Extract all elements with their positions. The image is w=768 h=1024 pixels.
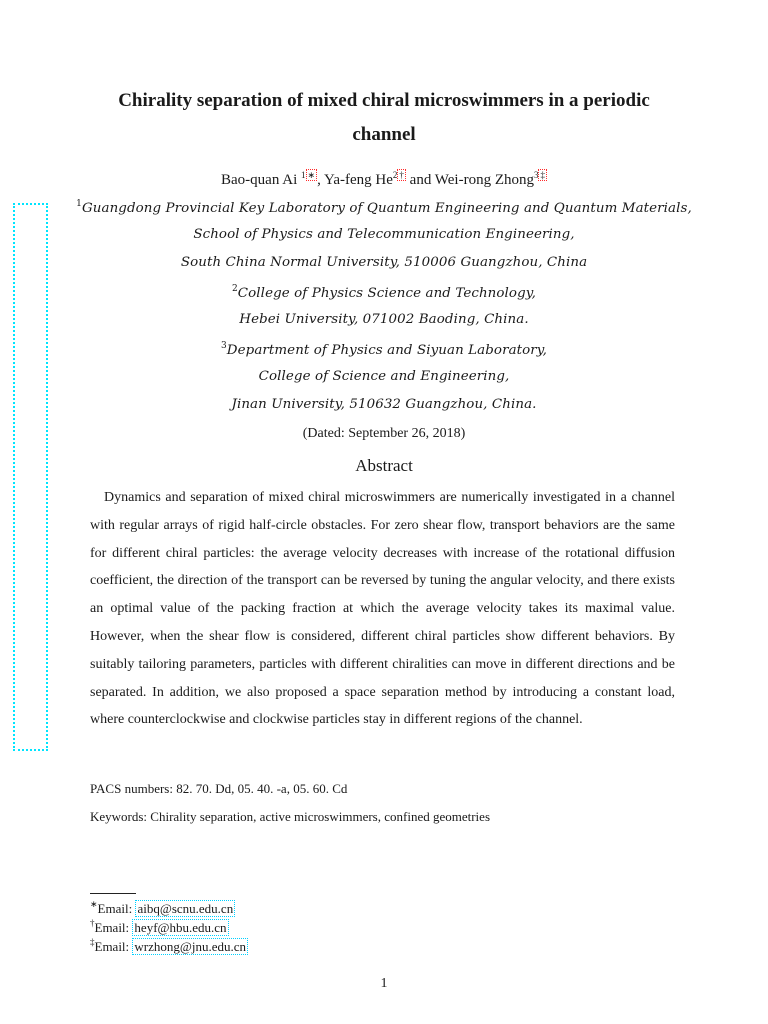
footnote-link[interactable]: † <box>399 170 404 180</box>
email-link[interactable]: wrzhong@jnu.edu.cn <box>134 939 247 954</box>
affiliation-ref: 3 <box>533 170 539 180</box>
affiliation-line <box>0 284 768 301</box>
keywords-line: Keywords: Chirality separation, active microswimmers, confined geometries <box>90 809 490 824</box>
affiliation-text: College of Science and Engineering, <box>258 369 510 384</box>
affiliation-text: School of Physics and Telecommunication Engineering, <box>193 227 575 242</box>
author-name: Bao-quan Ai <box>221 172 298 188</box>
author-separator: , <box>317 172 321 188</box>
dated-line: (Dated: September 26, 2018) <box>302 426 466 441</box>
affiliation-text: College of Physics Science and Technology, <box>237 286 537 301</box>
affiliation-ref: 2 <box>392 170 398 180</box>
email-link[interactable]: heyf@hbu.edu.cn <box>134 920 227 935</box>
affiliation-line <box>0 199 768 216</box>
footnote-item <box>90 918 229 936</box>
footnote-label: Email: <box>94 920 130 935</box>
affiliation-number: 1 <box>76 199 82 209</box>
email-link[interactable]: aibq@scnu.edu.cn <box>137 901 234 916</box>
paper-title-line-1: Chirality separation of mixed chiral microswimmers in a periodic <box>118 90 650 111</box>
affiliation-line <box>0 312 768 327</box>
abstract-heading: Abstract <box>355 456 413 475</box>
affiliation-number: 2 <box>231 284 238 294</box>
page-number: 1 <box>380 976 388 991</box>
affiliation-ref: 1 <box>301 170 306 180</box>
affiliation-line <box>0 227 768 242</box>
footnote-link[interactable]: ‡ <box>540 170 545 180</box>
footnote-link[interactable]: ∗ <box>307 170 316 180</box>
affiliation-text: Jinan University, 510632 Guangzhou, China. <box>231 397 537 412</box>
affiliation-line <box>0 341 768 358</box>
affiliation-text: Guangdong Provincial Key Laboratory of Quantum Engineering and Quantum Materials, <box>81 201 692 216</box>
footnote-label: Email: <box>97 901 133 916</box>
pacs-numbers: PACS numbers: 82. 70. Dd, 05. 40. -a, 05. 60. Cd <box>90 781 348 796</box>
affiliation-line <box>0 397 768 412</box>
author-name: and Wei-rong Zhong <box>409 172 534 188</box>
author-list <box>0 170 768 189</box>
affiliation-text: Hebei University, 071002 Baoding, China. <box>239 312 529 327</box>
author-name: Ya-feng He <box>324 172 393 188</box>
footnote-label: Email: <box>94 939 130 954</box>
abstract-paragraph: Dynamics and separation of mixed chiral microswimmers are numerically investigated in a channel with regular arrays of rigid half-circle obstacles. For zero shear flow, transport behaviors are the same for different chiral particles: the average velocity decreases with increase of the rotational diffusion coefficient, the direction of the transport can be reversed by tuning the angular velocity, and there exists an optimal value of the packing fraction at which the average velocity takes its maximal value. However, when the shear flow is considered, different chiral particles show different behaviors. By suitably tailoring parameters, particles with different chiralities can move in different directions and be separated. In addition, we also proposed a space separation method by introducing a constant load, where counterclockwise and clockwise particles stay in different regions of the channel. <box>90 490 675 728</box>
abstract-body <box>90 484 675 734</box>
footnote-item <box>90 899 235 917</box>
affiliation-text: South China Normal University, 510006 Guangzhou, China <box>180 255 588 270</box>
footnote-item <box>90 937 248 955</box>
affiliation-number: 3 <box>220 341 227 351</box>
footnote-mark: ‡ <box>90 937 95 947</box>
footnote-divider <box>90 893 136 894</box>
paper-title-line-2: channel <box>352 124 416 145</box>
affiliation-line <box>0 255 768 270</box>
affiliation-text: Department of Physics and Siyuan Laboratory, <box>226 343 548 358</box>
footnote-mark: ∗ <box>90 899 98 909</box>
footnote-mark: † <box>90 918 95 928</box>
affiliation-line <box>0 369 768 384</box>
